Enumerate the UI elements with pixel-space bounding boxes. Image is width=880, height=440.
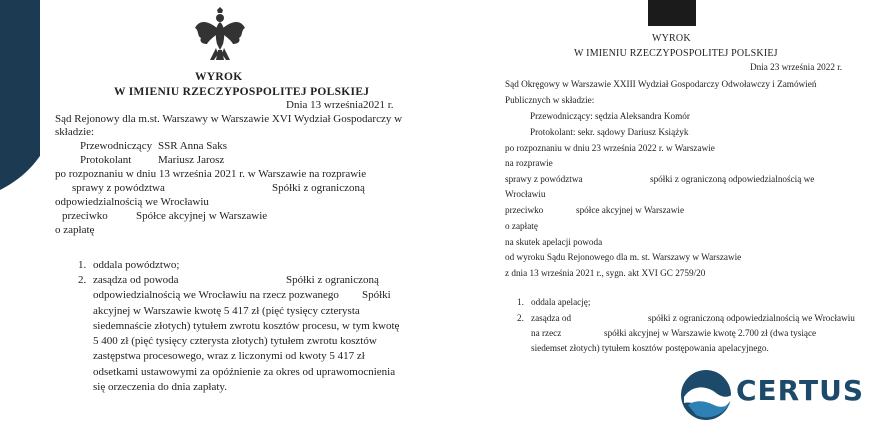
left-chair-name: SSR Anna Saks bbox=[158, 140, 228, 152]
left-item-2-line-1b: Spółki z ograniczoną bbox=[286, 274, 379, 286]
right-date: Dnia 23 września 2022 r. bbox=[750, 62, 843, 72]
redaction-block bbox=[648, 0, 696, 26]
right-case-line-7: z dnia 13 września 2021 r., sygn. akt XVI GC 2759/20 bbox=[505, 268, 706, 278]
left-court-line-2: składzie: bbox=[55, 126, 95, 138]
left-title: WYROK bbox=[195, 71, 243, 83]
right-item-2-line-2a: na rzecz bbox=[531, 328, 562, 338]
right-case-line-4: o zapłatę bbox=[505, 221, 538, 231]
left-court-line-1: Sąd Rejonowy dla m.st. Warszawy w Warszawie XVI Wydział Gospodarczy w bbox=[55, 113, 403, 125]
right-case-line-1a: sprawy z powództwa bbox=[505, 174, 583, 184]
certus-logo-mark bbox=[678, 367, 738, 423]
certus-logo-text: CERTUS bbox=[736, 374, 864, 407]
left-item-1-text: oddala powództwo; bbox=[93, 259, 180, 271]
right-hearing-line-1: po rozpoznaniu w dniu 23 września 2022 r. w Warszawie bbox=[505, 143, 715, 153]
right-hearing-line-2: na rozprawie bbox=[505, 158, 553, 168]
left-subtitle: W IMIENIU RZECZYPOSPOLITEJ POLSKIEJ bbox=[114, 86, 370, 98]
right-clerk: Protokolant: sekr. sądowy Dariusz Książyk bbox=[530, 127, 689, 137]
right-item-2-line-1b: spółki z ograniczoną odpowiedzialnością we Wrocławiu bbox=[648, 313, 855, 323]
left-item-2-line-5: 5 400 zł (pięć tysięcy czterysta złotych) tytułem zwrotu kosztów bbox=[93, 335, 377, 347]
right-item-1-text: oddala apelację; bbox=[531, 297, 591, 307]
right-item-1-number: 1. bbox=[517, 297, 524, 307]
right-case-line-6: od wyroku Sądu Rejonowego dla m. st. Warszawy w Warszawie bbox=[505, 252, 742, 262]
left-case-line-1a: sprawy z powództwa bbox=[72, 182, 165, 194]
right-case-line-1b: spółki z ograniczoną odpowiedzialnością we bbox=[650, 174, 815, 184]
right-subtitle: W IMIENIU RZECZYPOSPOLITEJ POLSKIEJ bbox=[574, 48, 778, 59]
left-item-2-line-8: się orzeczenia do dnia zapłaty. bbox=[93, 381, 227, 393]
right-case-line-3a: przeciwko bbox=[505, 205, 544, 215]
left-case-line-3a: przeciwko bbox=[62, 210, 108, 222]
right-title: WYROK bbox=[652, 33, 691, 44]
left-hearing: po rozpoznaniu w dniu 13 września 2021 r. w Warszawie na rozprawie bbox=[55, 168, 367, 180]
left-clerk-name: Mariusz Jarosz bbox=[158, 154, 225, 166]
left-item-2-line-6: zastępstwa procesowego, wraz z liczonymi od kwoty 5 417 zł bbox=[93, 350, 365, 362]
polish-eagle-emblem bbox=[193, 6, 247, 64]
left-item-1-number: 1. bbox=[78, 259, 87, 271]
left-item-2-line-4: siedemnaście złotych) tytułem zwrotu kosztów procesu, w tym kwotę bbox=[93, 320, 400, 332]
left-item-2-line-3: akcyjnej w Warszawie kwotę 5 417 zł (pięć tysięcy czterysta bbox=[93, 305, 360, 317]
left-item-2-line-2a: odpowiedzialnością we Wrocławiu na rzecz pozwanego bbox=[93, 289, 339, 301]
left-item-2-line-7: odsetkami ustawowymi za opóźnienie za okres od uprawomocnienia bbox=[93, 366, 396, 378]
right-case-line-2: Wrocławiu bbox=[505, 189, 546, 199]
left-item-2-number: 2. bbox=[78, 274, 87, 286]
right-court-line-1: Sąd Okręgowy w Warszawie XXIII Wydział Gospodarczy Odwoławczy i Zamówień bbox=[505, 79, 817, 89]
left-case-line-2: odpowiedzialnością we Wrocławiu bbox=[55, 196, 209, 208]
right-court-line-2: Publicznych w składzie: bbox=[505, 95, 595, 105]
right-item-2-line-1a: zasądza od bbox=[531, 313, 572, 323]
left-case-line-4: o zapłatę bbox=[55, 224, 95, 236]
right-item-2-line-3: siedemset złotych) tytułem kosztów postępowania apelacyjnego. bbox=[531, 343, 769, 353]
left-item-2-line-2b: Spółki bbox=[362, 289, 391, 301]
left-clerk-label: Protokolant bbox=[80, 154, 132, 166]
right-case-line-3b: spółce akcyjnej w Warszawie bbox=[576, 205, 685, 215]
left-case-line-3b: Spółce akcyjnej w Warszawie bbox=[136, 210, 268, 222]
right-case-line-5: na skutek apelacji powoda bbox=[505, 237, 603, 247]
left-case-line-1b: Spółki z ograniczoną bbox=[272, 182, 365, 194]
right-chair: Przewodniczący: sędzia Aleksandra Komór bbox=[530, 111, 690, 121]
right-item-2-line-2b: spółki akcyjnej w Warszawie kwotę 2.700 zł (dwa tysiące bbox=[604, 328, 817, 338]
left-chair-label: Przewodniczący bbox=[80, 140, 153, 152]
left-item-2-line-1a: zasądza od powoda bbox=[93, 274, 179, 286]
right-item-2-number: 2. bbox=[517, 313, 524, 323]
left-date: Dnia 13 września2021 r. bbox=[286, 99, 394, 111]
